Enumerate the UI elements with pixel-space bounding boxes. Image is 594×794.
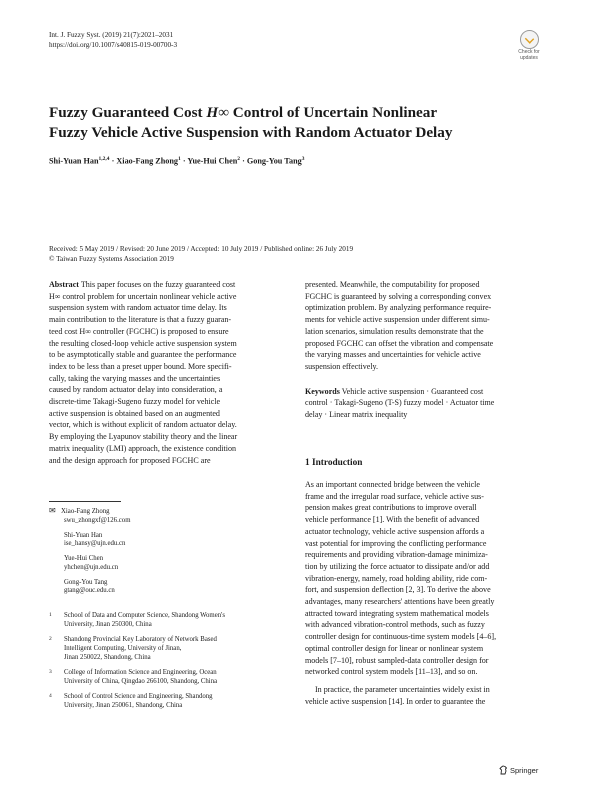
abstract-line: ments for vehicle active suspension under different simu-: [305, 315, 490, 325]
abstract-line: the varying masses and uncertainties for vehicle active: [305, 350, 481, 360]
affiliation-line: School of Control Science and Engineering, Shandong: [64, 693, 213, 701]
abstract-line: lation scenarios, simulation results demonstrate that the: [305, 326, 484, 336]
abstract-left: [49, 279, 285, 466]
affiliation-line: School of Data and Computer Science, Shandong Women's: [64, 612, 226, 619]
affiliation-line: Jinan 250022, Shandong, China: [64, 653, 151, 661]
abstract-line: active suspension is obtained based on an augmented: [49, 408, 220, 418]
abstract-line: main contribution to the literature is that a fuzzy guaran-: [49, 315, 232, 325]
intro-line: vast potential for improving the conflicting performance: [305, 538, 487, 548]
keywords-line: Keywords Vehicle active suspension · Guaranteed cost: [305, 386, 484, 396]
publisher-name: Springer: [510, 766, 539, 775]
abstract-line: By employing the Lyapunov stability theory and the linear: [49, 432, 238, 442]
journal-header: [49, 31, 177, 50]
intro-line: optimal controller design for linear or nonlinear system: [305, 643, 484, 653]
affiliation-line: Shandong Provincial Key Laboratory of Network Based: [64, 636, 217, 644]
check-for-updates-badge[interactable]: [512, 30, 546, 64]
badge-label: Check for updates: [518, 49, 540, 61]
affiliation-number: 4: [49, 693, 52, 700]
corresponding-contacts: [49, 507, 130, 602]
author-affil-ref: 3: [301, 156, 305, 162]
abstract-line: discrete-time Takagi-Sugeno fuzzy model for vehicle: [49, 397, 221, 407]
abstract-line: index to be less than a preset upper bound. More specifi-: [49, 361, 232, 371]
check-for-updates-icon: [520, 30, 539, 49]
affiliation-line: University, Jinan 250300, China: [64, 620, 152, 628]
affiliation-entry: [49, 669, 285, 686]
copyright: © Taiwan Fuzzy Systems Association 2019: [49, 254, 174, 263]
contact-entry: [49, 507, 130, 525]
intro-line: As an important connected bridge between the vehicle: [305, 480, 480, 489]
contact-email[interactable]: yhchen@ujn.edu.cn: [64, 563, 119, 571]
abstract-line: Abstract This paper focuses on the fuzzy guaranteed cost: [49, 280, 236, 289]
abstract-line: optimization problem. By analyzing performance require-: [305, 303, 492, 313]
contact-entry: [49, 532, 130, 549]
intro-line: In practice, the parameter uncertainties widely exist in: [315, 684, 490, 694]
abstract-line: presented. Meanwhile, the computability for proposed: [305, 280, 480, 289]
keywords: [305, 386, 545, 421]
abstract-line: H∞ control problem for uncertain nonlinear vehicle active: [49, 291, 237, 301]
contact-name: Yue-Hui Chen: [64, 555, 104, 563]
author-separator: ·: [180, 156, 188, 166]
author-name[interactable]: Gong-You Tang: [246, 156, 302, 166]
affiliation-entry: [49, 693, 285, 710]
paper-title: [49, 103, 549, 143]
abstract-line: to be asymptotically stable and guarantee the performance: [49, 350, 237, 360]
affiliation-number: 2: [49, 636, 52, 643]
abstract-line: vector, which is without explicit of random actuator delay.: [49, 420, 237, 430]
abstract-line: the resulting closed-loop vehicle active suspension system: [49, 338, 237, 348]
contact-email[interactable]: gtang@ouc.edu.cn: [64, 587, 115, 595]
affiliation-line: College of Information Science and Engineering, Ocean: [64, 669, 217, 677]
keywords-line: delay · Linear matrix inequality: [305, 410, 408, 420]
contact-name: Xiao-Fang Zhong: [61, 508, 110, 515]
affiliation-entry: [49, 636, 285, 662]
intro-line: vehicle performance [1]. With the benefit of advanced: [305, 515, 480, 525]
intro-line: actuator technology, vehicle active suspension affords a: [305, 526, 485, 536]
intro-line: networked control system models [11–13], and so on.: [305, 667, 478, 677]
mail-icon: ✉: [49, 506, 56, 515]
intro-line: vehicle active suspension [14]. In order to guarantee the: [305, 696, 486, 706]
title-line-1: Fuzzy Guaranteed Cost H∞ Control of Uncertain Nonlinear: [49, 104, 438, 121]
intro-line: controller design for continuous-time system models [4–6],: [305, 632, 497, 642]
springer-horse-icon: [499, 765, 508, 775]
abstract-line: matrix inequality (LMI) approach, the existence condition: [49, 443, 237, 453]
section-heading: 1 Introduction: [305, 458, 363, 468]
author-affil-ref: 1: [178, 156, 181, 162]
affiliation-number: 3: [49, 669, 52, 676]
intro-line: models [7–10], robust sampled-data controller design for: [305, 655, 489, 665]
abstract-line: caused by random actuator delay into consideration, a: [49, 385, 223, 395]
journal-citation: Int. J. Fuzzy Syst. (2019) 21(7):2021–2031: [49, 31, 174, 39]
journal-doi[interactable]: https://doi.org/10.1007/s40815-019-00700-3: [49, 40, 178, 49]
contact-entry: [49, 579, 130, 596]
abstract-line: suspension system with random actuator time delay. Its: [49, 303, 227, 313]
intro-line: vibration-energy, namely, road holding ability, ride com-: [305, 573, 488, 583]
abstract-label: Abstract: [49, 280, 79, 289]
contact-email[interactable]: swu_zhongxf@126.com: [64, 516, 131, 524]
title-line-2: Fuzzy Vehicle Active Suspension with Random Actuator Delay: [49, 124, 453, 141]
affiliations: [49, 612, 285, 718]
intro-line: attracted toward integrating system mathematical models: [305, 608, 489, 618]
publisher-logo: [499, 765, 538, 775]
contact-name: Shi-Yuan Han: [64, 531, 103, 539]
author-separator: ·: [240, 156, 247, 166]
abstract-line: suspension effectively.: [305, 361, 379, 371]
affiliation-line: University of China, Qingdao 266100, Shandong, China: [64, 677, 218, 685]
intro-line: requirements and providing vibration-damage minimiza-: [305, 550, 488, 560]
author-separator: ·: [109, 156, 117, 166]
intro-line: with advanced vibration-control methods, such as fuzzy: [305, 620, 485, 630]
contact-email[interactable]: ise_hansy@ujn.edu.cn: [64, 540, 126, 548]
abstract-line: proposed FGCHC can offset the vibration and compensate: [305, 338, 494, 348]
author-list: [49, 156, 304, 166]
contact-name: Gong-You Tang: [64, 578, 108, 586]
abstract-line: teed cost H∞ controller (FGCHC) is proposed to ensure: [49, 326, 229, 336]
introduction-body: [305, 479, 545, 707]
author-name[interactable]: Shi-Yuan Han: [49, 156, 99, 166]
author-name[interactable]: Yue-Hui Chen: [187, 156, 238, 166]
intro-line: pension makes great contributions to improve overall: [305, 503, 477, 513]
affiliation-line: University, Jinan 250061, Shandong, China: [64, 702, 183, 710]
author-name[interactable]: Xiao-Fang Zhong: [116, 156, 179, 166]
contact-entry: [49, 555, 130, 572]
abstract-right: [305, 279, 545, 421]
affiliation-line: Intelligent Computing, University of Jinan,: [64, 644, 182, 652]
intro-line: frame and the irregular road surface, vehicle active sus-: [305, 491, 484, 501]
article-dates: [49, 245, 353, 265]
keywords-line: control · Takagi-Sugeno (T-S) fuzzy model · Actuator time: [305, 398, 495, 408]
footnote-divider: [49, 501, 121, 502]
history-dates: Received: 5 May 2019 / Revised: 20 June 2019 / Accepted: 10 July 2019 / Published online: 26 July 2019: [49, 245, 354, 253]
keywords-label: Keywords: [305, 386, 340, 396]
affiliation-entry: [49, 612, 285, 629]
intro-line: tion by utilizing the force actuator to dissipate and/or add: [305, 561, 490, 571]
abstract-line: FGCHC is guaranteed by solving a corresponding convex: [305, 291, 492, 301]
author-affil-ref: 1,2,4: [98, 156, 110, 162]
author-affil-ref: 2: [237, 156, 241, 162]
abstract-line: and the design approach for proposed FGCHC are: [49, 455, 211, 465]
intro-line: fort, and suspension deflection [2, 3]. To derive the above: [305, 585, 491, 595]
affiliation-number: 1: [49, 612, 52, 618]
abstract-line: cally, taking the varying masses and the uncertainties: [49, 373, 221, 383]
intro-line: advantages, many researchers' attentions have been greatly: [305, 597, 495, 607]
